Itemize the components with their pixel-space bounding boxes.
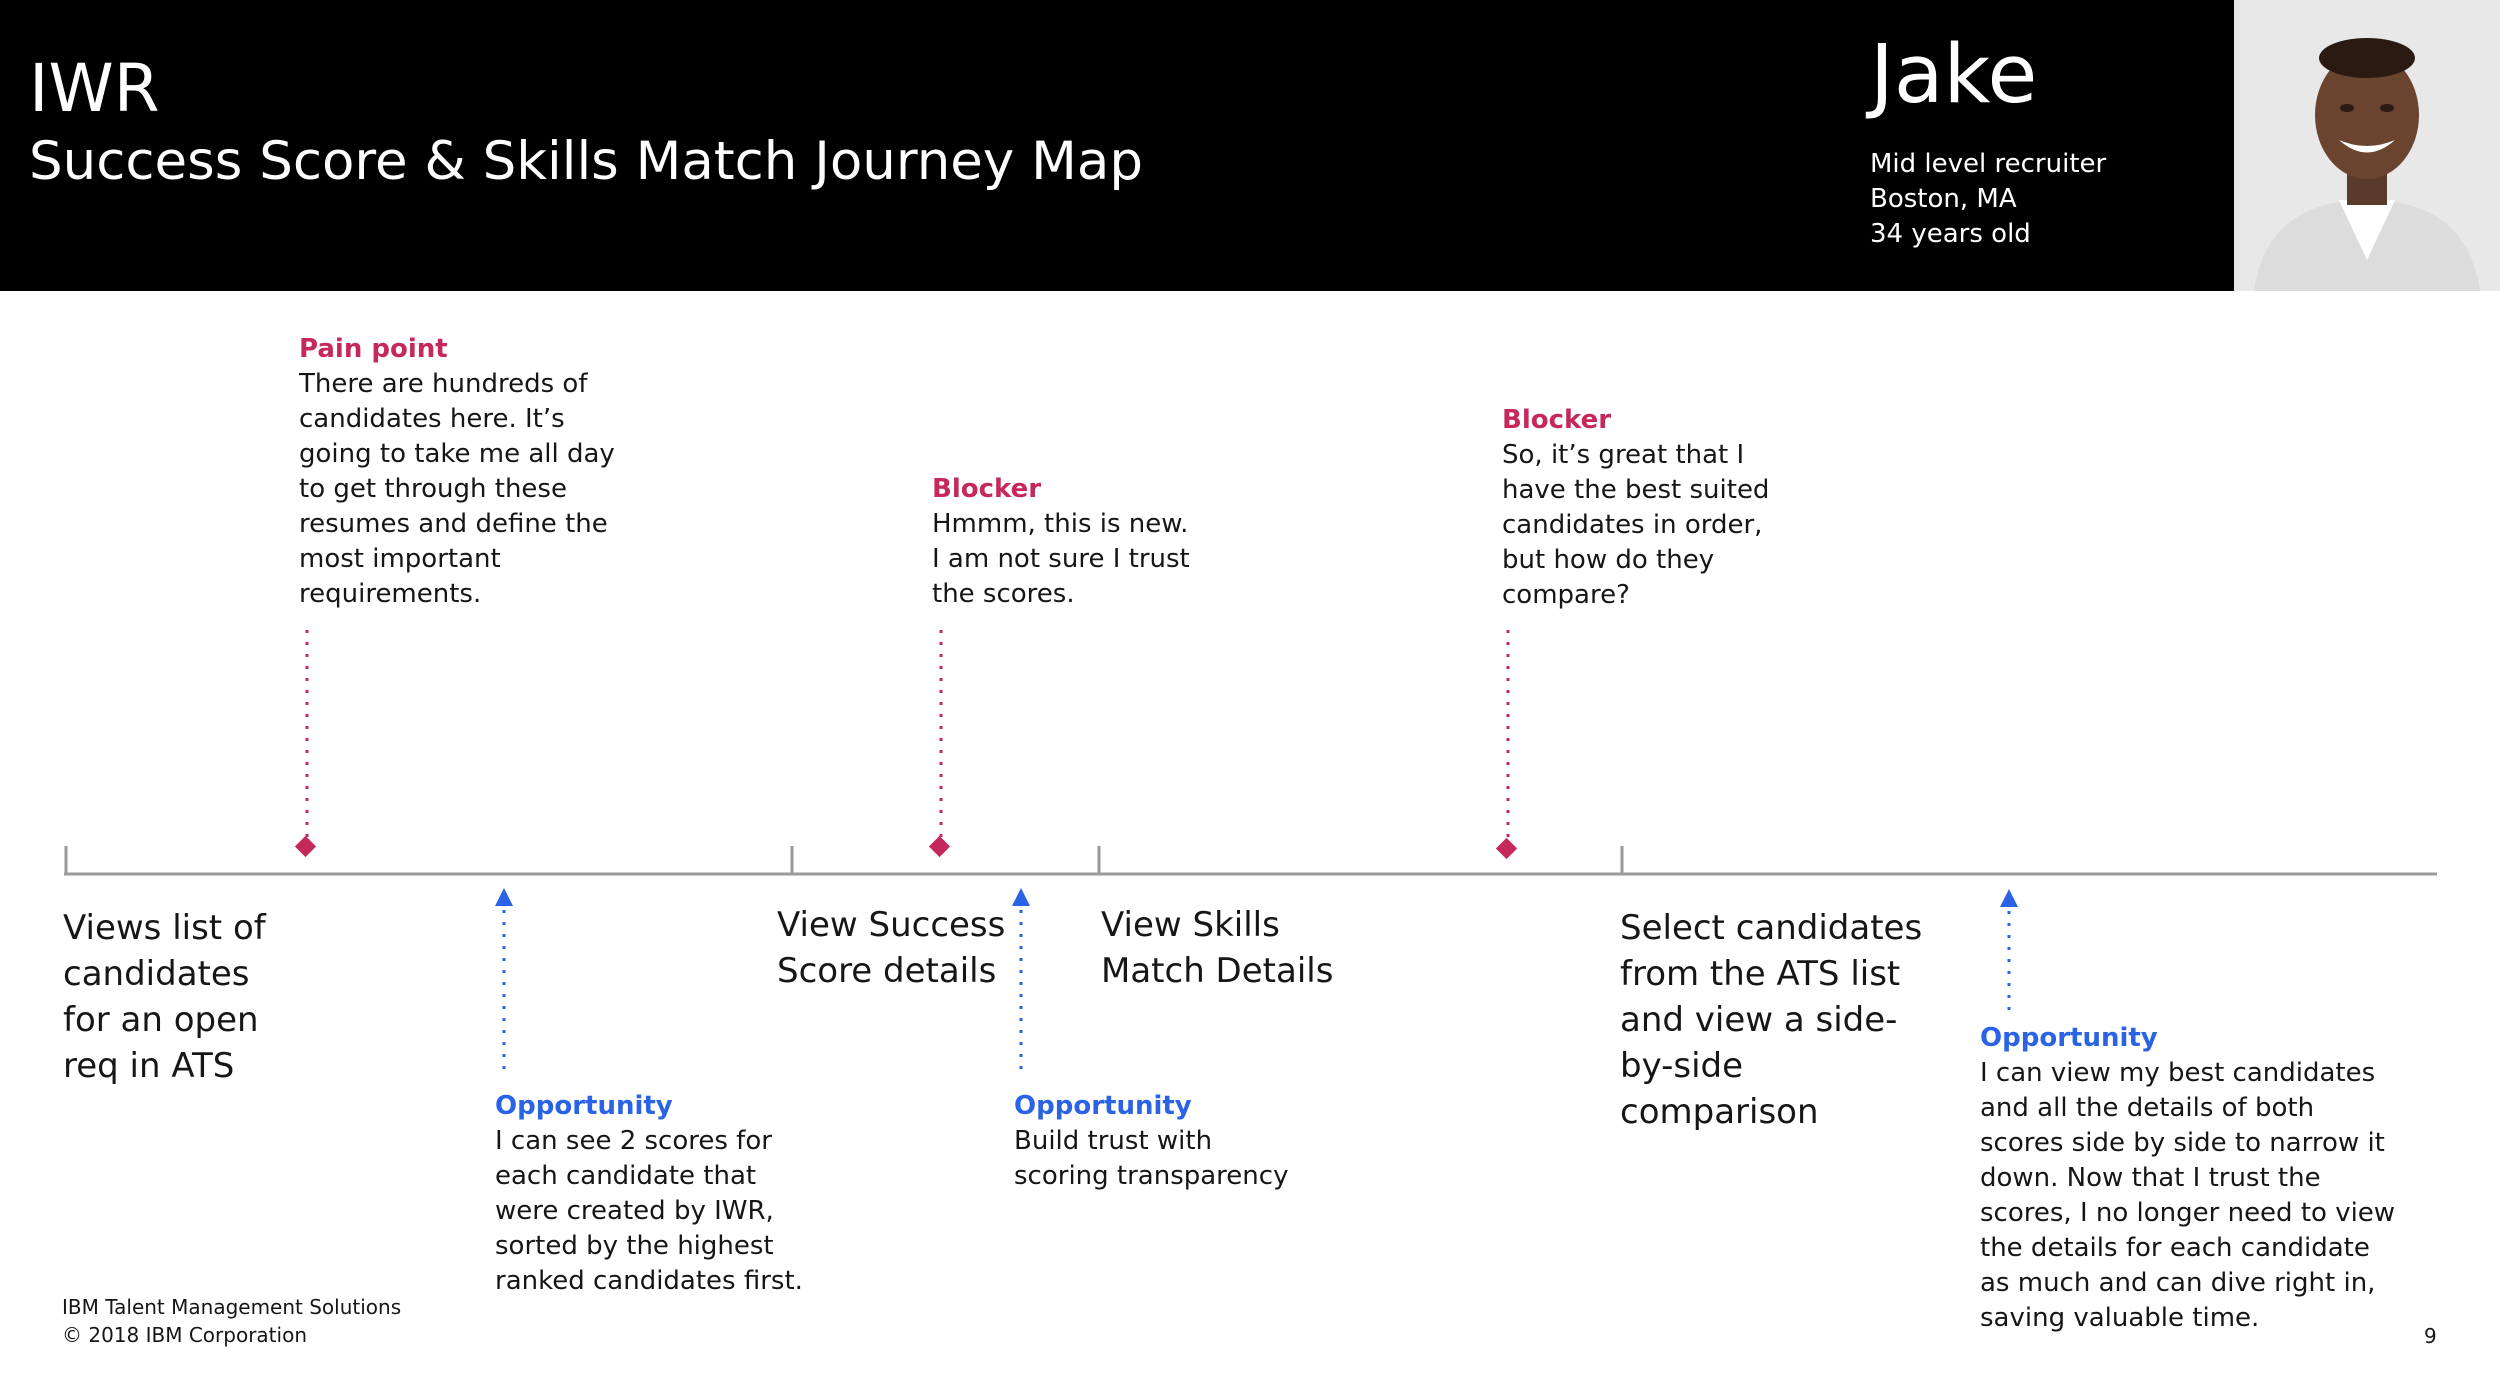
blocker-1 bbox=[932, 472, 1190, 612]
text-line: scores side by side to narrow it bbox=[1980, 1128, 2385, 1158]
opportunity-text bbox=[1980, 1056, 2395, 1336]
step-line: View Success bbox=[777, 905, 1006, 945]
text-line: I can view my best candidates bbox=[1980, 1058, 2376, 1088]
persona-name: Jake bbox=[1870, 28, 2038, 122]
page-number: 9 bbox=[2424, 1324, 2437, 1348]
text-line: There are hundreds of bbox=[299, 369, 588, 399]
opportunity-label: Opportunity bbox=[495, 1091, 673, 1121]
pain-marker bbox=[295, 836, 316, 857]
step-2 bbox=[777, 902, 1005, 994]
text-line: each candidate that bbox=[495, 1161, 757, 1191]
text-line: ranked candidates first. bbox=[495, 1266, 803, 1296]
step-line: by-side bbox=[1620, 1046, 1744, 1086]
text-line: down. Now that I trust the bbox=[1980, 1163, 2321, 1193]
text-line: the scores. bbox=[932, 579, 1075, 609]
opportunity-3 bbox=[1980, 1021, 2395, 1336]
opportunity-2 bbox=[1014, 1089, 1288, 1194]
text-line: I am not sure I trust bbox=[932, 544, 1190, 574]
step-line: and view a side- bbox=[1620, 1000, 1898, 1040]
blocker-2 bbox=[1502, 403, 1769, 613]
pain-point-1 bbox=[299, 332, 615, 612]
step-line: Select candidates bbox=[1620, 908, 1923, 948]
opportunity-arrow bbox=[495, 888, 513, 906]
footer-copyright: © 2018 IBM Corporation bbox=[62, 1323, 307, 1347]
opportunity-arrow bbox=[2000, 889, 2018, 907]
text-line: have the best suited bbox=[1502, 475, 1770, 505]
text-line: saving valuable time. bbox=[1980, 1303, 2260, 1333]
step-line: from the ATS list bbox=[1620, 954, 1901, 994]
step-line: candidates bbox=[63, 954, 250, 994]
blocker-label: Blocker bbox=[932, 474, 1042, 504]
text-line: most important bbox=[299, 544, 501, 574]
text-line: sorted by the highest bbox=[495, 1231, 774, 1261]
step-3 bbox=[1101, 902, 1333, 994]
opportunity-label: Opportunity bbox=[1980, 1023, 2158, 1053]
text-line: candidates in order, bbox=[1502, 510, 1763, 540]
footer-company: IBM Talent Management Solutions bbox=[62, 1295, 402, 1319]
persona-location: Boston, MA bbox=[1870, 184, 2017, 214]
page-title: IWR bbox=[29, 50, 160, 127]
text-line: candidates here. It’s bbox=[299, 404, 565, 434]
blocker-text bbox=[932, 507, 1190, 612]
text-line: scoring transparency bbox=[1014, 1161, 1289, 1191]
opportunity-text bbox=[495, 1124, 803, 1299]
opportunity-label: Opportunity bbox=[1014, 1091, 1192, 1121]
step-line: Score details bbox=[777, 951, 997, 991]
blocker-label: Blocker bbox=[1502, 405, 1612, 435]
text-line: to get through these bbox=[299, 474, 567, 504]
pain-marker bbox=[1496, 838, 1517, 859]
text-line: So, it’s great that I bbox=[1502, 440, 1745, 470]
opportunity-arrow bbox=[1012, 888, 1030, 906]
text-line: were created by IWR, bbox=[495, 1196, 774, 1226]
pain-point-label: Pain point bbox=[299, 334, 448, 364]
persona-role: Mid level recruiter bbox=[1870, 149, 2107, 179]
step-line: Views list of bbox=[63, 908, 266, 948]
opportunity-text bbox=[1014, 1124, 1288, 1194]
text-line: I can see 2 scores for bbox=[495, 1126, 772, 1156]
pain-marker bbox=[929, 836, 950, 857]
pain-point-text bbox=[299, 367, 615, 612]
opportunity-1 bbox=[495, 1089, 803, 1299]
text-line: scores, I no longer need to view bbox=[1980, 1198, 2396, 1228]
text-line: compare? bbox=[1502, 580, 1630, 610]
text-line: resumes and define the bbox=[299, 509, 608, 539]
text-line: the details for each candidate bbox=[1980, 1233, 2370, 1263]
step-line: req in ATS bbox=[63, 1046, 235, 1086]
persona-age: 34 years old bbox=[1870, 219, 2031, 249]
page-subtitle: Success Score & Skills Match Journey Map bbox=[29, 131, 1143, 192]
step-4 bbox=[1620, 905, 1922, 1135]
blocker-text bbox=[1502, 438, 1769, 613]
step-line: Match Details bbox=[1101, 951, 1334, 991]
text-line: going to take me all day bbox=[299, 439, 615, 469]
step-line: comparison bbox=[1620, 1092, 1819, 1132]
step-line: View Skills bbox=[1101, 905, 1280, 945]
text-line: but how do they bbox=[1502, 545, 1715, 575]
text-line: Hmmm, this is new. bbox=[932, 509, 1189, 539]
step-1 bbox=[63, 905, 266, 1089]
text-line: Build trust with bbox=[1014, 1126, 1213, 1156]
step-line: for an open bbox=[63, 1000, 259, 1040]
text-line: requirements. bbox=[299, 579, 482, 609]
text-line: and all the details of both bbox=[1980, 1093, 2315, 1123]
text-line: as much and can dive right in, bbox=[1980, 1268, 2376, 1298]
